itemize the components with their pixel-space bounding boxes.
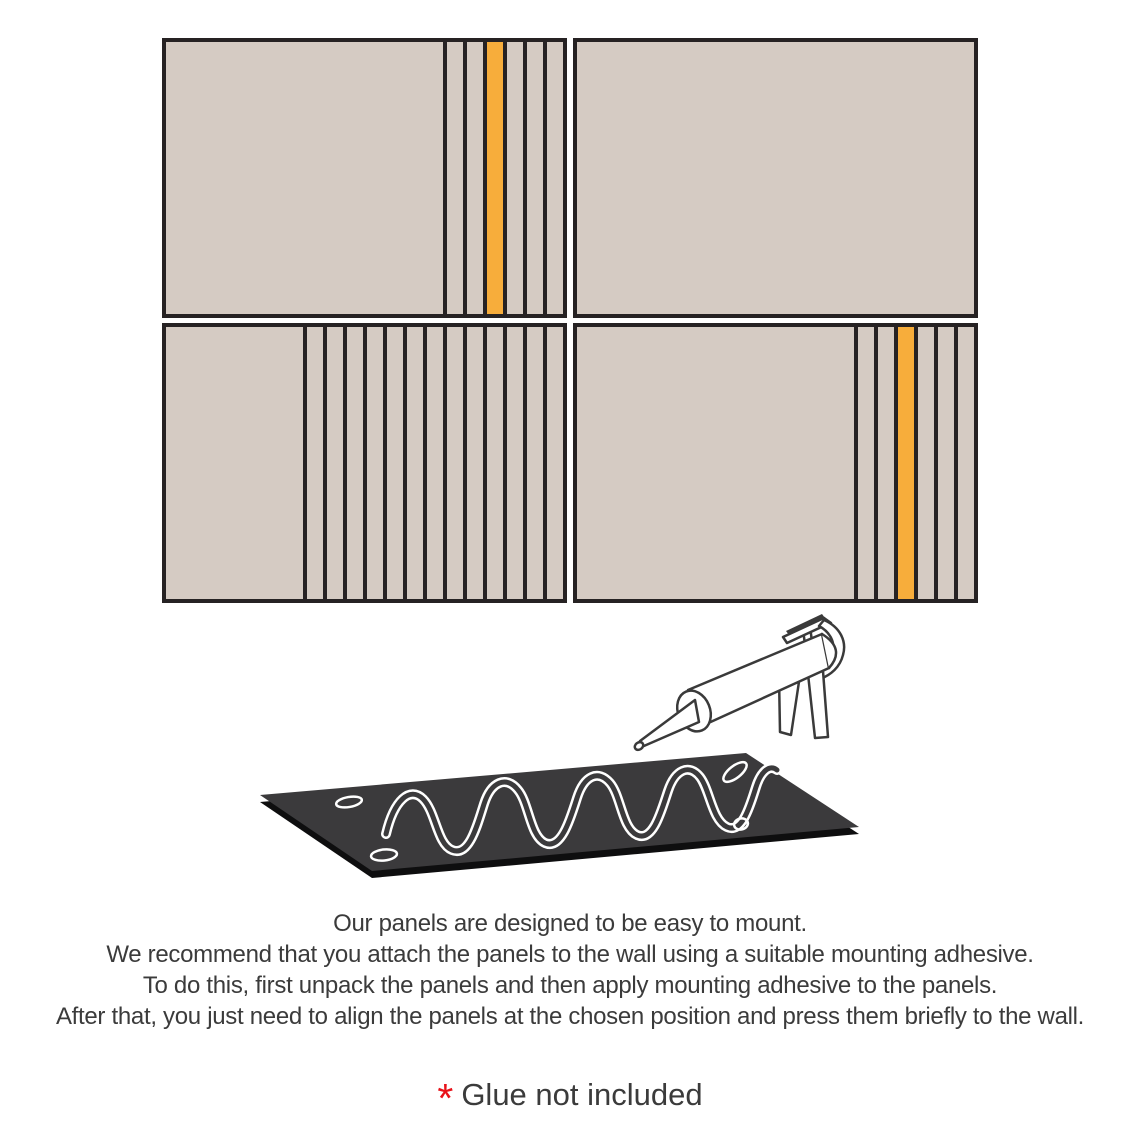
footnote-text: Glue not included: [461, 1077, 703, 1112]
panel-top-right: [573, 38, 978, 318]
wood-slat: [483, 327, 503, 599]
panel-bottom-right: [573, 323, 978, 603]
panel-top-left: [162, 38, 567, 318]
gun-nozzle: [637, 700, 699, 749]
wood-slat: [954, 327, 974, 599]
wood-slat: [503, 327, 523, 599]
glue-footnote: [0, 1068, 1140, 1122]
wood-slat: [523, 327, 543, 599]
wood-slat: [423, 327, 443, 599]
panel-bottom-left: [162, 323, 567, 603]
caulk-gun-illustration: [633, 614, 844, 751]
panel-slat-section: [443, 42, 563, 314]
instruction-line: After that, you just need to align the panels at the chosen position and press them briefly to the wall.: [55, 1003, 1085, 1030]
panel-plain-surface: [577, 42, 974, 314]
wood-slat: [443, 327, 463, 599]
wood-slat: [874, 327, 894, 599]
mounting-instructions: [0, 908, 1140, 1032]
wood-slat: [503, 42, 523, 314]
gun-trigger-leg: [808, 671, 828, 738]
wood-slat: [303, 327, 323, 599]
wood-slat: [914, 327, 934, 599]
wood-slat: [523, 42, 543, 314]
wood-slat: [934, 327, 954, 599]
wood-slat: [343, 327, 363, 599]
panel-plain-surface: [577, 327, 854, 599]
instruction-line: Our panels are designed to be easy to mount.: [333, 910, 807, 937]
panel-plain-surface: [166, 327, 303, 599]
nozzle-tip: [633, 741, 644, 752]
accent-slat: [483, 42, 503, 314]
wood-slat: [543, 42, 563, 314]
red-asterisk: *: [437, 1075, 454, 1122]
wood-slat: [403, 327, 423, 599]
wood-slat: [854, 327, 874, 599]
instruction-line: We recommend that you attach the panels to the wall using a suitable mounting adhesive.: [106, 941, 1034, 968]
accent-slat: [894, 327, 914, 599]
wall-panel-grid: [162, 38, 978, 603]
wood-slat: [323, 327, 343, 599]
instruction-line: To do this, first unpack the panels and then apply mounting adhesive to the panels.: [142, 972, 998, 999]
panel-slat-section: [303, 327, 563, 599]
mounting-illustration: [230, 585, 890, 895]
adhesive-board-illustration: [260, 753, 859, 878]
panel-slat-section: [854, 327, 974, 599]
wood-slat: [463, 327, 483, 599]
wood-slat: [543, 327, 563, 599]
panel-plain-surface: [166, 42, 443, 314]
wood-slat: [383, 327, 403, 599]
wood-slat: [363, 327, 383, 599]
wood-slat: [443, 42, 463, 314]
wood-slat: [463, 42, 483, 314]
